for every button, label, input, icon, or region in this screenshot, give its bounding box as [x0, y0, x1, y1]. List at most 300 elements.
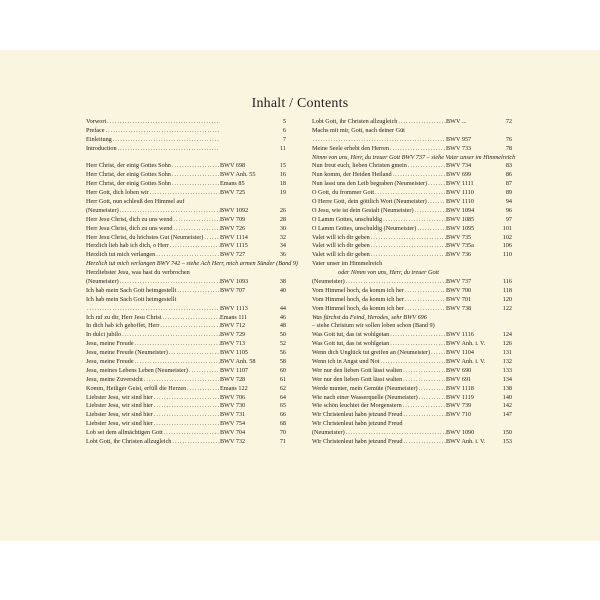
- toc-entry-title: Nun lasst uns den Leib begraben (Neumeister): [312, 180, 428, 188]
- toc-entry-catalog: BWV 1095: [446, 224, 475, 232]
- toc-leader-dots: [430, 349, 446, 358]
- toc-entry-page: 65: [279, 402, 286, 410]
- toc-entry[interactable]: [312, 269, 512, 278]
- toc-entry-title: O Gott, du frommer Gott: [312, 189, 375, 197]
- toc-entry-catalog: BWV 733: [446, 144, 472, 152]
- toc-leader-dots: [389, 145, 446, 154]
- toc-entry-title: Herr Jesu Christ, du höchstes Gut (Neumeister): [86, 233, 204, 241]
- toc-entry-catalog: BWV 709: [220, 215, 246, 223]
- toc-leader-dots: [171, 171, 220, 180]
- toc-entry-title: Wie schön leuchtet der Morgenstern: [312, 402, 402, 410]
- toc-entry-title: Was Gott tut, das ist wohlgetan: [312, 331, 390, 339]
- toc-leader-dots: [345, 278, 446, 287]
- toc-entry-title: Jesu, meine Zuversicht: [86, 375, 143, 383]
- toc-entry[interactable]: [86, 171, 286, 180]
- toc-entry-page: 52: [279, 340, 286, 348]
- toc-entry[interactable]: [312, 358, 512, 367]
- toc-entry-catalog: BWV Anh. 55: [220, 171, 256, 179]
- toc-entry-title: O Herre Gott, dein göttlich Wort (Neumeister): [312, 198, 427, 205]
- toc-entry-catalog: BWV 957: [446, 135, 472, 143]
- toc-entry-page: 7: [282, 135, 286, 143]
- toc-entry[interactable]: [312, 234, 512, 243]
- toc-entry[interactable]: [312, 136, 512, 145]
- toc-entry-page: 58: [279, 358, 286, 366]
- toc-entry-page: 34: [279, 242, 286, 250]
- toc-entry-catalog: BWV 728: [220, 375, 246, 383]
- toc-entry-title: O Jesu, wie ist dein Gestalt (Neumeister): [312, 206, 414, 214]
- toc-entry-page: 26: [279, 206, 286, 214]
- toc-entry-page: 122: [502, 304, 512, 312]
- toc-entry-page: 133: [502, 366, 512, 374]
- toc-entry-title: Vom Himmel hoch, da komm ich her: [312, 295, 404, 303]
- toc-leader-dots: [162, 314, 220, 323]
- toc-leader-dots: [163, 429, 220, 438]
- toc-entry-catalog: BWV 1107: [220, 366, 249, 374]
- toc-entry-title: Jesu, meines Lebens Leben (Neumeister): [86, 366, 188, 374]
- toc-gap: [86, 154, 286, 163]
- toc-entry[interactable]: [312, 145, 512, 154]
- toc-entry[interactable]: [312, 260, 512, 269]
- toc-entry-catalog: BWV Anh. i. V.: [446, 340, 486, 348]
- toc-entry-page: 97: [505, 215, 512, 223]
- toc-entry-catalog: BWV 1116: [446, 331, 474, 339]
- toc-leader-dots: [374, 189, 446, 198]
- toc-leader-dots: [188, 367, 220, 376]
- toc-leader-dots: [370, 251, 446, 260]
- toc-entry[interactable]: [312, 385, 512, 394]
- toc-leader-dots: [402, 367, 446, 376]
- toc-entry-catalog: BWV 737: [446, 278, 472, 286]
- toc-entry-title: Herr Christ, der einig Gottes Sohn: [86, 171, 171, 179]
- toc-entry-page: 68: [279, 420, 286, 428]
- toc-entry-page: 71: [279, 438, 286, 446]
- toc-leader-dots: [121, 331, 220, 340]
- toc-entry[interactable]: [312, 118, 512, 127]
- toc-entry-catalog: BWV 700: [446, 286, 472, 294]
- toc-leader-dots: [427, 180, 446, 189]
- toc-entry-title: Meine Seele erhebt den Herren: [312, 144, 389, 152]
- toc-entry-catalog: BWV 701: [446, 295, 472, 303]
- toc-leader-dots: [153, 402, 220, 411]
- toc-entry[interactable]: [312, 198, 512, 207]
- toc-entry[interactable]: [312, 367, 512, 376]
- toc-entry[interactable]: [86, 358, 286, 367]
- toc-entry-page: 48: [279, 322, 286, 330]
- toc-entry-page: 147: [502, 411, 512, 419]
- toc-entry-catalog: BWV 691: [446, 375, 472, 383]
- toc-entry-catalog: BWV 1085: [446, 215, 475, 223]
- toc-entry-title: Nun komm, der Heiden Heiland: [312, 171, 392, 179]
- toc-entry-page: 78: [505, 144, 512, 152]
- toc-leader-dots: [370, 234, 446, 243]
- toc-entry[interactable]: [86, 118, 286, 127]
- toc-entry-page: 87: [505, 180, 512, 188]
- toc-entry-title: Herr Christ, der einig Gottes Sohn: [86, 162, 171, 170]
- toc-entry-title: Wir Christenleut habn jetzund Freud: [312, 411, 403, 419]
- toc-entry[interactable]: [86, 403, 286, 412]
- toc-entry-page: 96: [505, 206, 512, 214]
- toc-entry-title: Jesu, meine Freude: [86, 340, 134, 348]
- toc-leader-dots: [134, 340, 220, 349]
- toc-leader-dots: [404, 287, 446, 296]
- toc-entry-title: Lob sei dem allmächtigen Gott: [86, 429, 163, 437]
- toc-entry[interactable]: [86, 385, 286, 394]
- toc-leader-dots: [427, 198, 446, 207]
- toc-entry-title: (Neumeister): [86, 278, 119, 286]
- toc-entry-title: Liebster Jesu, wir sind hier: [86, 393, 153, 401]
- toc-entry-page: 116: [502, 278, 512, 286]
- toc-entry[interactable]: [86, 145, 286, 154]
- toc-entry-title: Liebster Jesu, wir sind hier: [86, 411, 153, 419]
- toc-leader-dots: [416, 225, 446, 234]
- toc-leader-dots: [379, 358, 446, 367]
- toc-leader-dots: [171, 438, 220, 447]
- toc-entry-catalog: BWV 1105: [220, 349, 249, 357]
- toc-entry[interactable]: [86, 411, 286, 420]
- toc-entry-page: 32: [279, 233, 286, 241]
- toc-leader-dots: [345, 429, 446, 438]
- toc-entry[interactable]: [312, 242, 512, 251]
- toc-entry[interactable]: [86, 420, 286, 429]
- toc-entry-catalog: BWV 1090: [446, 429, 475, 437]
- toc-leader-dots: [418, 385, 446, 394]
- toc-entry[interactable]: [312, 314, 512, 323]
- toc-entry[interactable]: [312, 322, 512, 331]
- toc-entry-catalog: Emans 85: [220, 180, 245, 188]
- toc-entry-catalog: BWV 725: [220, 189, 246, 197]
- toc-leader-dots: [389, 331, 446, 340]
- toc-entry-title: Was fürchst du Feind, Herodes, sehr BWV 696: [312, 313, 427, 321]
- toc-entry-page: 153: [502, 438, 512, 446]
- page-title: Inhalt / Contents: [251, 96, 349, 111]
- toc-entry-catalog: BWV 1119: [446, 393, 474, 401]
- toc-entry-catalog: BWV 1110: [446, 198, 474, 205]
- toc-entry-catalog: BWV 706: [220, 393, 246, 401]
- toc-entry-page: 131: [502, 349, 512, 357]
- toc-entry-title: Wer nur den lieben Gott lässt walten: [312, 375, 403, 383]
- toc-entry-title: – siehe Christum wir sollen loben schon (Band 9): [312, 322, 435, 330]
- toc-entry[interactable]: [312, 207, 512, 216]
- toc-entry-catalog: BWV 1104: [446, 349, 475, 357]
- toc-leader-dots: [370, 242, 446, 251]
- toc-entry-title: Was Gott tut, das ist wohlgetan: [312, 340, 390, 348]
- toc-column-right: [312, 117, 516, 447]
- toc-entry[interactable]: [312, 296, 512, 305]
- toc-entry-title: Werde munter, mein Gemüte (Neumeister): [312, 384, 418, 392]
- toc-leader-dots: [203, 234, 220, 243]
- toc-entry-catalog: BWV Anh. i. V.: [446, 438, 486, 446]
- toc-entry-title: Wenn ich in Angst und Not: [312, 358, 380, 366]
- toc-entry[interactable]: [86, 216, 286, 225]
- toc-entry-page: 11: [280, 144, 286, 152]
- toc-entry-page: 28: [279, 215, 286, 223]
- toc-entry-page: 102: [502, 233, 512, 241]
- toc-entry[interactable]: [312, 278, 512, 287]
- toc-entry-title: Liebster Jesu, wir sind hier: [86, 402, 153, 410]
- toc-entry[interactable]: [86, 180, 286, 189]
- toc-entry-catalog: BWV 738: [446, 304, 472, 312]
- toc-entry[interactable]: [312, 127, 512, 136]
- toc-entry[interactable]: [312, 349, 512, 358]
- toc-entry-catalog: BWV 1113: [220, 304, 248, 312]
- toc-entry[interactable]: [86, 429, 286, 438]
- toc-entry-page: 89: [505, 189, 512, 197]
- toc-entry-catalog: BWV 732: [220, 438, 246, 446]
- toc-entry-title: Vom Himmel hoch, da komm ich her: [312, 286, 404, 294]
- toc-entry-catalog: BWV 1118: [446, 384, 474, 392]
- toc-entry[interactable]: [86, 234, 286, 243]
- toc-entry-page: 18: [279, 180, 286, 188]
- toc-leader-dots: [414, 207, 446, 216]
- toc-entry-catalog: BWV 1115: [220, 242, 248, 250]
- toc-entry-catalog: BWV 726: [220, 224, 246, 232]
- toc-entry-page: 126: [502, 340, 512, 348]
- toc-entry-catalog: BWV 1111: [446, 180, 474, 188]
- toc-entry[interactable]: [312, 420, 512, 429]
- toc-entry-title: Komm, Heiliger Geist, erfüll die Herzen: [86, 384, 187, 392]
- toc-entry-catalog: BWV 729: [220, 331, 246, 339]
- toc-entry[interactable]: [312, 429, 512, 438]
- toc-leader-dots: [119, 278, 220, 287]
- toc-entry-title: Nun freut euch, lieben Christen gmein: [312, 162, 407, 170]
- toc-entry[interactable]: [86, 269, 286, 278]
- toc-entry-catalog: BWV 734: [446, 162, 472, 170]
- toc-leader-dots: [402, 376, 446, 385]
- toc-entry[interactable]: [312, 287, 512, 296]
- toc-entry[interactable]: [86, 394, 286, 403]
- toc-entry-title: Valet will ich dir geben: [312, 233, 370, 241]
- toc-entry-catalog: BWV 731: [220, 411, 246, 419]
- toc-leader-dots: [149, 189, 220, 198]
- toc-entry[interactable]: [312, 162, 512, 171]
- toc-entry-title: Ich hab mein Sach Gott heimgestellt: [86, 295, 177, 303]
- toc-leader-dots: [112, 136, 220, 145]
- toc-leader-dots: [134, 358, 220, 367]
- toc-entry-title: Herzlich tut mich verlangen BWV 742 – siehe Ach Herr, mich armen Sünder (Band 9): [86, 260, 298, 268]
- toc-entry-catalog: Emans 111: [220, 313, 248, 321]
- toc-entry[interactable]: [86, 242, 286, 251]
- toc-entry[interactable]: [312, 331, 512, 340]
- toc-leader-dots: [119, 207, 220, 216]
- toc-entry[interactable]: [312, 216, 512, 225]
- toc-entry-page: 5: [282, 117, 286, 125]
- toc-entry[interactable]: [86, 189, 286, 198]
- toc-entry-title: Preface: [86, 126, 105, 134]
- toc-entry[interactable]: [86, 376, 286, 385]
- toc-entry[interactable]: [312, 376, 512, 385]
- toc-entry-title: Valet will ich dir geben: [312, 242, 370, 250]
- toc-entry-catalog: BWV 735a: [446, 242, 474, 250]
- toc-entry-catalog: Emans 122: [220, 384, 248, 392]
- toc-entry[interactable]: [312, 180, 512, 189]
- toc-entry[interactable]: [312, 305, 512, 314]
- toc-entry-title: Lobt Gott, ihr Christen allzugleich: [86, 438, 172, 446]
- toc-entry-page: 83: [505, 162, 512, 170]
- toc-entry-page: 138: [502, 384, 512, 392]
- toc-entry[interactable]: [86, 314, 286, 323]
- toc-entry-title: Lobt Gott, ihr Christen allzugleich: [312, 117, 398, 125]
- toc-entry[interactable]: [312, 171, 512, 180]
- toc-entry-page: 46: [279, 313, 286, 321]
- toc-entry-page: 61: [279, 375, 286, 383]
- toc-entry-title: Nimm von uns, Herr, du treuer Gott BWV 737 – siehe Vater unser im Himmelreich: [312, 153, 516, 161]
- toc-leader-dots: [106, 118, 220, 127]
- toc-entry[interactable]: [86, 340, 286, 349]
- toc-leader-dots: [404, 296, 446, 305]
- toc-entry[interactable]: [86, 287, 286, 296]
- toc-entry[interactable]: [86, 136, 286, 145]
- toc-entry[interactable]: [312, 225, 512, 234]
- toc-entry[interactable]: [86, 127, 286, 136]
- toc-entry-catalog: BWV 713: [220, 340, 246, 348]
- toc-entry-title: Vorwort: [86, 117, 107, 125]
- toc-leader-dots: [176, 287, 220, 296]
- toc-entry-page: 150: [502, 429, 512, 437]
- toc-entry[interactable]: [86, 207, 286, 216]
- toc-entry[interactable]: [86, 367, 286, 376]
- toc-entry-catalog: BWV 730: [220, 402, 246, 410]
- toc-entry-page: 40: [279, 286, 286, 294]
- toc-entry-page: 66: [279, 411, 286, 419]
- toc-entry-page: 101: [502, 224, 512, 232]
- toc-entry-page: 70: [279, 429, 286, 437]
- toc-entry-title: Herr Jesu Christ, dich zu uns wend: [86, 224, 173, 232]
- toc-entry-title: O Lamm Gottes, unschuldig (Neumeister): [312, 224, 417, 232]
- toc-leader-dots: [117, 145, 220, 154]
- toc-entry-page: 118: [502, 286, 512, 294]
- toc-entry-title: Vater unser im Himmelreich: [312, 260, 383, 268]
- toc-entry[interactable]: [86, 305, 286, 314]
- toc-entry-catalog: BWV 1092: [220, 206, 249, 214]
- book-page: [0, 50, 600, 541]
- toc-entry-catalog: BWV Anh. 58: [220, 358, 256, 366]
- toc-entry[interactable]: [86, 322, 286, 331]
- toc-leader-dots: [404, 305, 446, 314]
- toc-entry[interactable]: [312, 394, 512, 403]
- toc-entry-page: 50: [279, 331, 286, 339]
- toc-entry-catalog: BWV 707: [220, 286, 246, 294]
- toc-entry[interactable]: [86, 296, 286, 305]
- toc-entry[interactable]: [86, 349, 286, 358]
- toc-entry-page: 38: [279, 278, 286, 286]
- toc-entry[interactable]: [312, 411, 512, 420]
- toc-entry-title: Herzliebster Jesu, was hast du verbrochen: [86, 269, 190, 277]
- toc-entry-page: 120: [502, 295, 512, 303]
- toc-entry[interactable]: [86, 278, 286, 287]
- toc-leader-dots: [407, 162, 446, 171]
- toc-leader-dots: [186, 385, 220, 394]
- toc-entry-catalog: BWV 739: [446, 402, 472, 410]
- toc-entry-page: 64: [279, 393, 286, 401]
- toc-leader-dots: [105, 127, 220, 136]
- toc-entry[interactable]: [312, 403, 512, 412]
- toc-entry-page: 140: [502, 393, 512, 401]
- toc-entry-title: (Neumeister): [312, 278, 345, 286]
- toc-entry[interactable]: [86, 198, 286, 207]
- toc-leader-dots: [172, 216, 220, 225]
- toc-entry[interactable]: [312, 438, 512, 447]
- toc-entry-title: Herr Christ, der einig Gottes Sohn: [86, 180, 171, 188]
- toc-leader-dots: [155, 251, 220, 260]
- toc-entry-catalog: BWV 1094: [446, 206, 475, 214]
- toc-entry-page: 106: [502, 242, 512, 250]
- toc-leader-dots: [169, 242, 220, 251]
- toc-entry-catalog: BWV 727: [220, 251, 246, 259]
- toc-entry-title: Wenn dich Unglück tut greifen an (Neumeister): [312, 349, 431, 357]
- toc-entry[interactable]: [312, 153, 516, 163]
- toc-leader-dots: [312, 136, 446, 145]
- toc-entry-catalog: BWV 690: [446, 366, 472, 374]
- toc-leader-dots: [402, 438, 446, 447]
- toc-entry[interactable]: [86, 260, 298, 269]
- toc-entry-page: 110: [502, 251, 512, 259]
- toc-entry-title: Jesu, meine Freude (Neumeister): [86, 349, 168, 357]
- toc-entry-catalog: BWV ...: [446, 117, 467, 125]
- toc-entry-title: Ich hab mein Sach Gott heimgestellt: [86, 286, 177, 294]
- toc-entry[interactable]: [86, 438, 286, 447]
- toc-entry-title: (Neumeister): [86, 206, 119, 214]
- toc-entry[interactable]: [312, 251, 512, 260]
- toc-entry-page: 134: [502, 375, 512, 383]
- toc-entry[interactable]: [86, 251, 286, 260]
- toc-leader-dots: [397, 118, 446, 127]
- toc-leader-dots: [171, 180, 220, 189]
- toc-entry-page: 6: [282, 126, 286, 134]
- toc-entry-page: 142: [502, 402, 512, 410]
- toc-entry[interactable]: [86, 225, 286, 234]
- toc-entry[interactable]: [312, 340, 512, 349]
- toc-entry-page: 30: [279, 224, 286, 232]
- toc-leader-dots: [143, 376, 220, 385]
- toc-entry-title: Jesu, meine Freude: [86, 358, 134, 366]
- toc-entry[interactable]: [86, 331, 286, 340]
- toc-leader-dots: [392, 171, 446, 180]
- toc-entry-title: Wir Christenleut habn jetzund Freud: [312, 438, 403, 446]
- toc-entry-title: (Neumeister): [312, 429, 345, 437]
- toc-entry-page: 62: [279, 384, 286, 392]
- toc-entry-catalog: BWV 735: [446, 233, 472, 241]
- toc-entry-catalog: BWV 1110: [446, 189, 474, 197]
- toc-leader-dots: [418, 394, 446, 403]
- toc-entry-catalog: BWV 736: [446, 251, 472, 259]
- toc-entry-catalog: BWV 699: [446, 171, 472, 179]
- toc-entry-title: Einleitung: [86, 135, 112, 143]
- toc-entry-page: 124: [502, 331, 512, 339]
- toc-leader-dots: [168, 349, 220, 358]
- toc-entry-title: Wir Christenleut habn jetzund Freud: [312, 420, 403, 428]
- toc-entry-catalog: BWV 704: [220, 429, 246, 437]
- toc-entry[interactable]: [312, 189, 512, 198]
- toc-entry-page: 16: [279, 171, 286, 179]
- toc-entry-page: 132: [502, 358, 512, 366]
- toc-entry-catalog: BWV 1093: [220, 278, 249, 286]
- toc-entry-title: oder Nimm von uns, Herr, du treuer Gott: [338, 269, 439, 277]
- toc-entry-title: Herr Gott, dich loben wir: [86, 189, 149, 197]
- toc-entry[interactable]: [86, 162, 286, 171]
- toc-entry-page: 36: [279, 251, 286, 259]
- toc-entry-title: In dulci jubilo: [86, 331, 122, 339]
- toc-entry-page: 60: [279, 366, 286, 374]
- toc-entry-catalog: BWV 754: [220, 420, 246, 428]
- toc-entry-title: Liebster Jesu, wir sind hier: [86, 420, 153, 428]
- toc-leader-dots: [153, 411, 220, 420]
- toc-column-left: [86, 117, 298, 447]
- toc-entry-title: Wie nach einer Wasserquelle (Neumeister): [312, 393, 418, 401]
- toc-leader-dots: [402, 402, 446, 411]
- toc-entry-catalog: BWV Anh. i. V.: [446, 358, 486, 366]
- toc-leader-dots: [159, 322, 220, 331]
- toc-entry-page: 44: [279, 304, 286, 312]
